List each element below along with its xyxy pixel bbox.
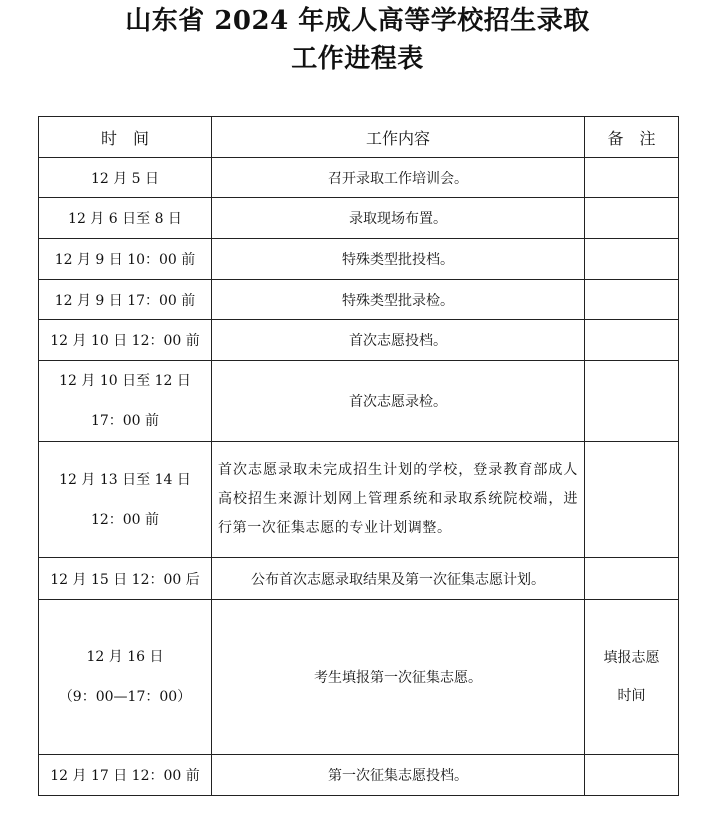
row-note bbox=[585, 600, 679, 755]
row-time-line2: （9：00—17：00） bbox=[58, 689, 192, 705]
header-content: 工作内容 bbox=[212, 117, 585, 158]
row-time: 12 月 17 日 12：00 前 bbox=[39, 755, 212, 796]
row-time-line1: 12 月 10 日至 12 日 bbox=[59, 373, 191, 389]
table-row bbox=[39, 198, 679, 239]
row-content: 首次志愿录检。 bbox=[212, 361, 585, 442]
row-content: 特殊类型批投档。 bbox=[212, 239, 585, 280]
row-time bbox=[39, 600, 212, 755]
row-content: 录取现场布置。 bbox=[212, 198, 585, 239]
row-note bbox=[585, 198, 679, 239]
row-note-line2: 时间 bbox=[617, 688, 646, 704]
table-row bbox=[39, 280, 679, 320]
row-time-line2: 12：00 前 bbox=[90, 511, 160, 528]
table-row bbox=[39, 320, 679, 361]
row-content: 首次志愿投档。 bbox=[212, 320, 585, 361]
row-time: 12 月 10 日 12：00 前 bbox=[39, 320, 212, 361]
schedule-table bbox=[38, 116, 679, 796]
row-note bbox=[585, 361, 679, 442]
row-time: 12 月 9 日 17：00 前 bbox=[39, 280, 212, 320]
table-header-row bbox=[39, 117, 679, 158]
row-note bbox=[585, 755, 679, 796]
row-content: 首次志愿录取未完成招生计划的学校，登录教育部成人高校招生来源计划网上管理系统和录取系统院校端，进行第一次征集志愿的专业计划调整。 bbox=[212, 442, 585, 558]
row-time: 12 月 15 日 12：00 后 bbox=[39, 558, 212, 600]
row-content: 召开录取工作培训会。 bbox=[212, 158, 585, 198]
row-time bbox=[39, 361, 212, 442]
row-note bbox=[585, 558, 679, 600]
row-time: 12 月 6 日至 8 日 bbox=[39, 198, 212, 239]
document-title-line2: 工作进程表 bbox=[291, 44, 424, 74]
row-time-line1: 12 月 16 日 bbox=[86, 649, 164, 665]
row-note-line1: 填报志愿 bbox=[603, 650, 660, 666]
table-row bbox=[39, 558, 679, 600]
row-note bbox=[585, 158, 679, 198]
row-note bbox=[585, 280, 679, 320]
table-row bbox=[39, 755, 679, 796]
row-time-line1: 12 月 13 日至 14 日 bbox=[59, 471, 191, 488]
header-time: 时 间 bbox=[39, 117, 212, 158]
table-row bbox=[39, 442, 679, 558]
row-content: 特殊类型批录检。 bbox=[212, 280, 585, 320]
row-time-line2: 17：00 前 bbox=[90, 413, 160, 429]
document-title-line1: 山东省 2024 年成人高等学校招生录取 bbox=[125, 6, 590, 36]
table-row bbox=[39, 600, 679, 755]
row-note bbox=[585, 442, 679, 558]
row-time bbox=[39, 442, 212, 558]
row-note bbox=[585, 239, 679, 280]
table-row bbox=[39, 158, 679, 198]
row-content: 第一次征集志愿投档。 bbox=[212, 755, 585, 796]
row-content: 考生填报第一次征集志愿。 bbox=[212, 600, 585, 755]
row-time: 12 月 9 日 10：00 前 bbox=[39, 239, 212, 280]
row-time: 12 月 5 日 bbox=[39, 158, 212, 198]
table-row bbox=[39, 361, 679, 442]
header-note: 备 注 bbox=[585, 117, 679, 158]
row-content: 公布首次志愿录取结果及第一次征集志愿计划。 bbox=[212, 558, 585, 600]
table-row bbox=[39, 239, 679, 280]
row-note bbox=[585, 320, 679, 361]
